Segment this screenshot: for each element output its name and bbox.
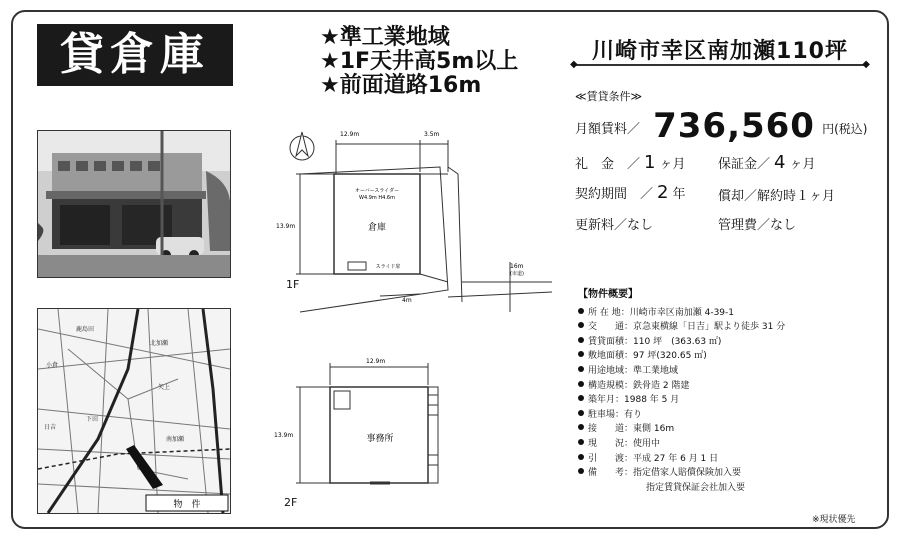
reikin-label: 礼 金 ／	[575, 157, 641, 172]
road-width: 16m	[510, 263, 524, 270]
overview-label: 駐車場	[588, 409, 616, 420]
overview-value: 使用中	[633, 438, 661, 449]
bullet-icon	[578, 381, 584, 387]
overview-row	[578, 379, 878, 394]
bullet-icon	[578, 395, 584, 401]
overview-value: 1988 年 5 月	[624, 395, 680, 406]
overview-row	[578, 437, 878, 452]
map-label: 南加瀬	[166, 436, 185, 443]
rent-label: 月額賃料／	[575, 122, 641, 137]
headline-rule	[576, 64, 864, 66]
separator: ：	[615, 409, 625, 420]
road-type: (市道)	[510, 271, 524, 277]
map-label: 矢上	[158, 384, 171, 391]
hoshokin-value: 4	[774, 152, 786, 173]
conditions-label: ≪賃貸条件≫	[575, 90, 643, 103]
headline-text: 川崎市幸区南加瀬110坪	[592, 39, 848, 64]
overview-value: 110 坪 (363.63 ㎡)	[633, 336, 722, 347]
overview-label: 引 渡	[588, 453, 625, 464]
reikin-value: 1	[644, 152, 656, 173]
floor-label-1f: 1F	[286, 278, 300, 291]
room-label: 事務所	[366, 434, 394, 444]
period-row	[575, 182, 685, 203]
floor-label-2f: 2F	[284, 496, 298, 509]
separator: ：	[624, 336, 634, 347]
rent-unit: 円(税込)	[822, 122, 868, 136]
overview-label: 現 況	[588, 438, 625, 449]
feature-list	[320, 26, 518, 98]
dim-width: 12.9m	[366, 358, 386, 365]
separator: ：	[624, 380, 634, 391]
separator: ：	[624, 468, 634, 479]
shokyaku-label: 償却／	[718, 189, 758, 204]
period-value: 2	[657, 182, 669, 203]
bullet-icon	[578, 424, 584, 430]
bullet-icon	[578, 468, 584, 474]
bullet-icon	[578, 366, 584, 372]
separator: ：	[624, 453, 634, 464]
bullet-icon	[578, 351, 584, 357]
overview-value: 東側 16m	[633, 424, 675, 435]
map-label: 鹿島田	[76, 326, 95, 333]
separator: ：	[624, 365, 634, 376]
dim-depth: 13.9m	[274, 432, 294, 439]
dim-depth: 13.9m	[276, 223, 296, 230]
period-label: 契約期間 ／	[575, 187, 654, 202]
overview-row	[578, 466, 878, 481]
overview-value: 97 坪(320.65 ㎡)	[633, 351, 707, 362]
feature-item: ★準工業地域	[320, 25, 450, 50]
overview-label: 築年月	[588, 395, 616, 406]
bullet-icon	[578, 337, 584, 343]
property-headline	[570, 34, 870, 70]
overview-label: 賃貸面積	[588, 336, 625, 347]
building-photo	[37, 130, 231, 278]
door-note3: スライド扉	[375, 264, 401, 270]
rule-end-icon: ◆	[862, 59, 870, 70]
feature-item: ★1F天井高5m以上	[320, 49, 519, 74]
floor-plan-1f	[270, 122, 560, 332]
overview-value: 京急東横線「日吉」駅より徒歩 31 分	[633, 322, 786, 333]
koshin-label: 更新料／	[575, 218, 628, 233]
map-legend: 物 件	[173, 500, 201, 510]
overview-row	[578, 335, 878, 350]
overview-label: 備 考	[588, 468, 625, 479]
overview-label: 用途地域	[588, 365, 625, 376]
separator: ：	[615, 395, 625, 406]
map-label: 北加瀬	[150, 340, 169, 347]
overview-value: 準工業地域	[633, 365, 679, 376]
period-unit: 年	[672, 187, 686, 202]
koshin-value: なし	[627, 218, 654, 233]
dim-bottom: 4m	[402, 297, 412, 304]
separator: ：	[620, 307, 630, 318]
hoshokin-unit: ヶ月	[789, 157, 816, 172]
overview-row	[578, 306, 878, 321]
reikin-row	[575, 152, 685, 173]
separator: ：	[624, 322, 634, 333]
overview-title: 【物件概要】	[578, 289, 638, 300]
overview-row	[578, 320, 878, 335]
dim-width: 12.9m	[340, 131, 360, 138]
footnote: ※現状優先	[812, 515, 856, 525]
shokyaku-row	[718, 185, 835, 204]
reikin-unit: ヶ月	[659, 157, 686, 172]
overview-value: 平成 27 年 6 月 1 日	[633, 453, 719, 464]
map-label: 小倉	[46, 362, 59, 369]
rent-row	[575, 106, 867, 146]
location-map	[37, 308, 231, 514]
overview-label: 所 在 地	[588, 307, 621, 318]
bullet-icon	[578, 322, 584, 328]
overview-label: 敷地面積	[588, 351, 625, 362]
bullet-icon	[578, 308, 584, 314]
separator: ：	[624, 351, 634, 362]
overview-label: 交 通	[588, 322, 625, 333]
rent-amount: 736,560	[653, 106, 815, 146]
page-title: 貸倉庫	[37, 24, 233, 86]
hoshokin-row	[718, 152, 815, 173]
overview-value: 指定借家人賠償保険加入要	[633, 468, 742, 479]
overview-row	[578, 452, 878, 467]
kanri-label: 管理費／	[718, 218, 771, 233]
overview-row	[578, 393, 878, 408]
dim-width2: 3.5m	[424, 131, 440, 138]
overview-note: 指定賃貸保証会社加入要	[646, 482, 746, 493]
shokyaku-value: 解約時１ヶ月	[757, 189, 836, 204]
overview-value: 鉄骨造 2 階建	[633, 380, 690, 391]
koshin-row	[575, 214, 653, 233]
overview-row	[578, 408, 878, 423]
map-label: 下田	[86, 416, 99, 423]
floor-plan-2f	[270, 355, 460, 495]
kanri-row	[718, 214, 796, 233]
property-overview	[578, 288, 878, 495]
overview-label: 構造規模	[588, 380, 625, 391]
overview-row	[578, 349, 878, 364]
map-label: 日吉	[44, 424, 57, 431]
door-note2: W4.9m H4.6m	[359, 195, 395, 201]
kanri-value: なし	[770, 218, 797, 233]
overview-value: 有り	[624, 409, 643, 420]
overview-row	[578, 422, 878, 437]
overview-row	[578, 364, 878, 379]
separator: ：	[624, 438, 634, 449]
feature-item: ★前面道路16m	[320, 73, 482, 98]
bullet-icon	[578, 410, 584, 416]
rule-end-icon: ◆	[570, 59, 578, 70]
door-note: オーバースライダー	[354, 188, 400, 194]
separator: ：	[624, 424, 634, 435]
bullet-icon	[578, 454, 584, 460]
bullet-icon	[578, 439, 584, 445]
overview-label: 接 道	[588, 424, 625, 435]
overview-value: 川崎市幸区南加瀬 4-39-1	[629, 307, 735, 318]
hoshokin-label: 保証金／	[718, 157, 771, 172]
room-label: 倉庫	[367, 223, 387, 233]
